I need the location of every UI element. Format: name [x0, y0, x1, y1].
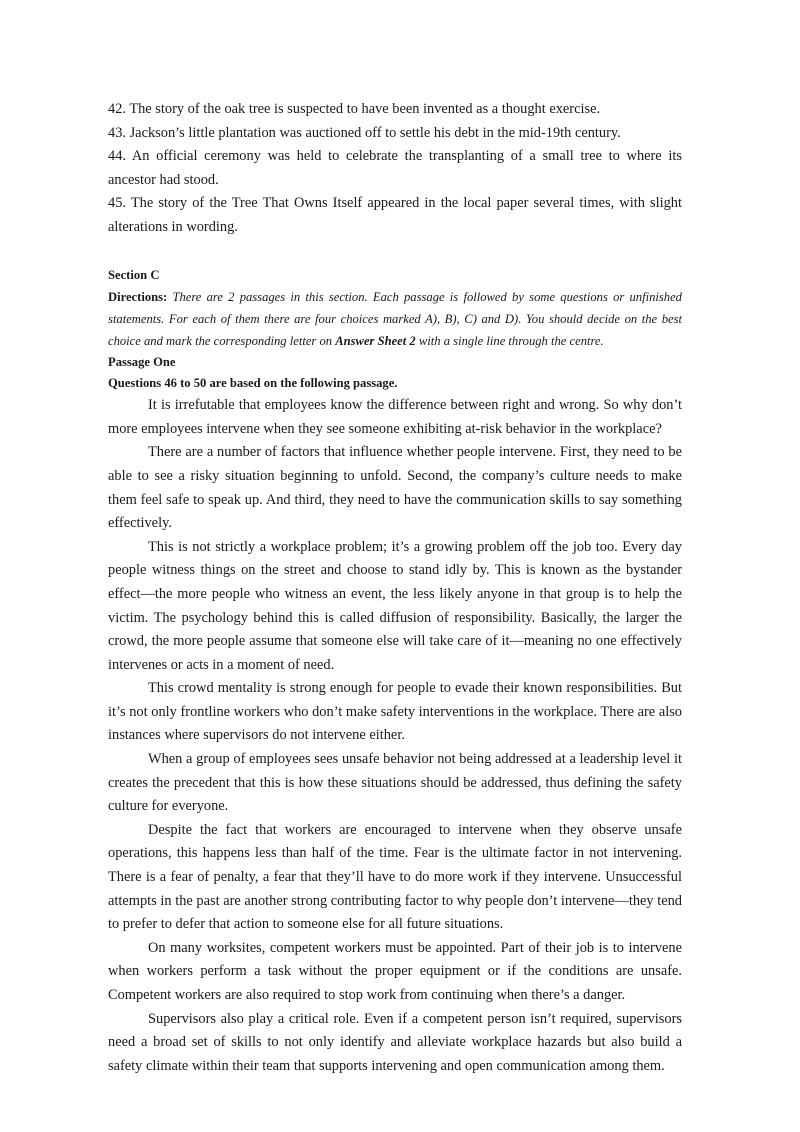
paragraph-4: This crowd mentality is strong enough for people to evade their known responsibilities. But it’s not only frontline workers who don’t make safety interventions in the workplace. There are also instances where supervisors do not intervene either.	[108, 680, 682, 744]
paragraph-2: There are a number of factors that influence whether people intervene. First, they need to be able to see a risky situation beginning to unfold. Second, the company’s culture needs to make them feel safe to speak up. And third, they need to have the communication skills to say something effectively.	[108, 444, 682, 532]
passage-title: Passage One	[108, 355, 176, 370]
paragraph-1: It is irrefutable that employees know the difference between right and wrong. So why don’t more employees intervene when they see someone exhibiting at-risk behavior in the workplace?	[108, 397, 682, 437]
section-title: Section C	[108, 267, 160, 282]
paragraph-6: Despite the fact that workers are encouraged to intervene when they observe unsafe operations, this happens less than half of the time. Fear is the ultimate factor in not intervening. There is a fear of penalty, a fear that they’ll have to do more work if they intervene. Unsuccessful attempts in the past are another strong contributing factor to why people don’t intervene—they tend to prefer to defer that action to someone else for all future situations.	[108, 821, 682, 933]
directions	[108, 286, 682, 353]
document-page	[108, 98, 682, 1078]
directions-label: Directions:	[108, 289, 168, 304]
questions-note: Questions 46 to 50 are based on the following passage.	[108, 376, 398, 391]
statement-42: 42. The story of the oak tree is suspected to have been invented as a thought exercise.	[108, 101, 601, 117]
statement-44: 44. An official ceremony was held to celebrate the transplanting of a small tree to where its ancestor had stood.	[108, 148, 682, 188]
paragraph-8: Supervisors also play a critical role. Even if a competent person isn’t required, supervisors need a broad set of skills to not only identify and alleviate workplace hazards but also build a safety climate within their team that supports intervening and open communication among them.	[108, 1010, 682, 1074]
paragraph-5: When a group of employees sees unsafe behavior not being addressed at a leadership level it creates the precedent that this is how these situations should be addressed, thus defining the safety culture for everyone.	[108, 751, 682, 815]
statement-43: 43. Jackson’s little plantation was auctioned off to settle his debt in the mid-19th century.	[108, 124, 621, 141]
statement-45: 45. The story of the Tree That Owns Itself appeared in the local paper several times, with slight alterations in wording.	[108, 195, 682, 235]
passage-body	[108, 394, 682, 1078]
directions-text-1: There are 2 passages in this section. Each passage is followed by some questions or unfinished statements. For each of them there are four choices marked A), B), C) and D). You should decide on the best choice and mark the corresponding letter on	[108, 289, 682, 348]
answer-sheet-reference: Answer Sheet 2	[335, 333, 416, 348]
directions-text-2: with a single line through the centre.	[418, 333, 604, 348]
statement-list	[108, 98, 682, 240]
paragraph-3: This is not strictly a workplace problem; it’s a growing problem off the job too. Every day people witness things on the street and choose to stand idly by. This is known as the bystander effect—the more people who witness an event, the less likely anyone in that group is to help the victim. The psychology behind this is called diffusion of responsibility. Basically, the larger the crowd, the more people assume that someone else will take care of it—meaning no one effectively intervenes or acts in a moment of need.	[108, 538, 682, 673]
paragraph-7: On many worksites, competent workers must be appointed. Part of their job is to intervene when workers perform a task without the proper equipment or if the conditions are unsafe. Competent workers are also required to stop work from continuing when there’s a danger.	[108, 939, 682, 1004]
